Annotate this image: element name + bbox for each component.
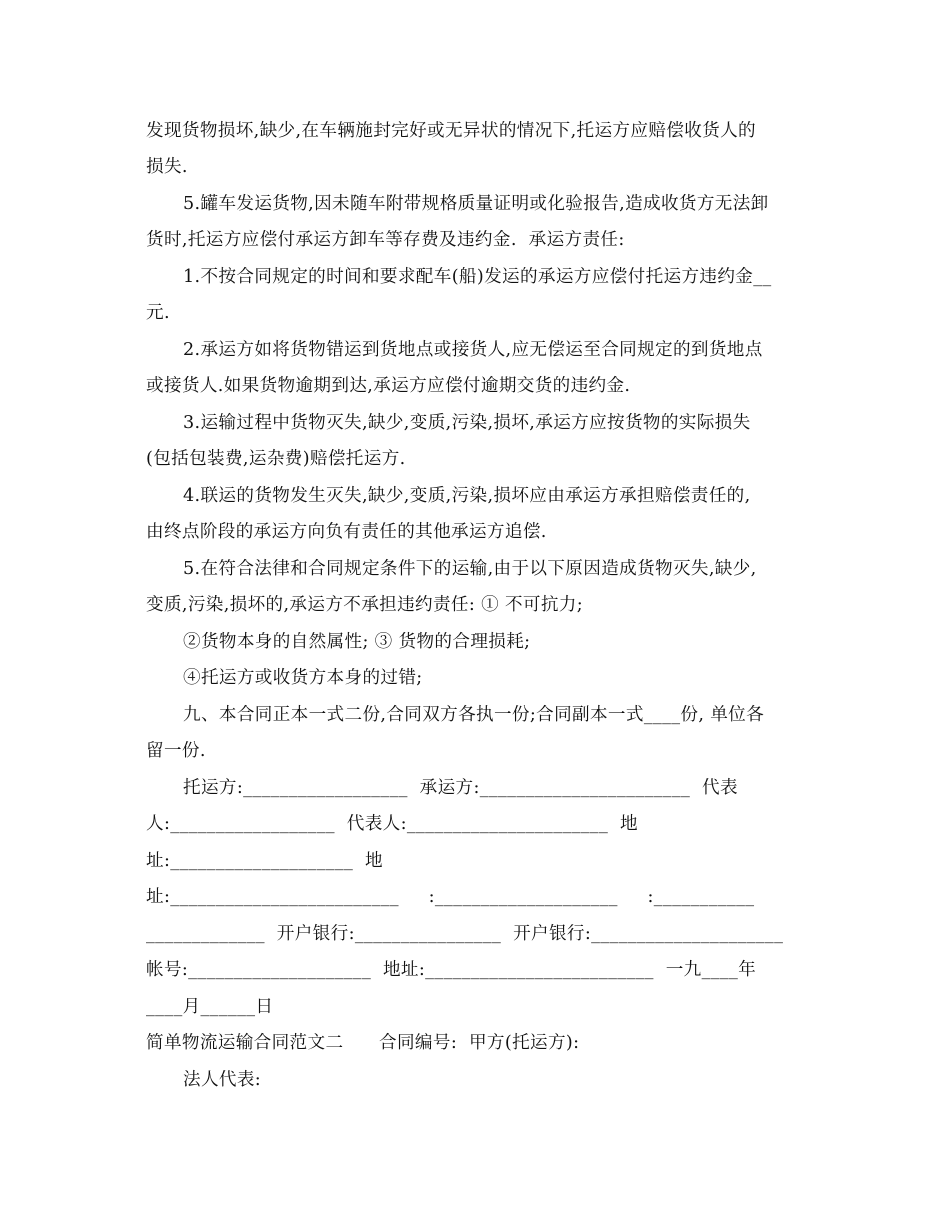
text-line: (包括包装费,运杂费)赔偿托运方. [146,449,406,469]
text-line: 人:__________________ 代表人:______________________ 地 [146,814,638,834]
text-line: 4.联运的货物发生灭失,缺少,变质,污染,损坏应由承运方承担赔偿责任的, [183,486,751,506]
text-line: 帐号:____________________ 地址:_________________________ 一九____年 [146,960,757,980]
text-line: ____月______日 [146,997,274,1017]
text-line: 址:_________________________ :____________________ :___________ [146,887,755,907]
text-line: 简单物流运输合同范文二 合同编号: 甲方(托运方): [146,1033,580,1053]
text-line: 3.运输过程中货物灭失,缺少,变质,污染,损坏,承运方应按货物的实际损失 [183,413,751,433]
text-line: 法人代表: [183,1070,262,1090]
text-line: 发现货物损坏,缺少,在车辆施封完好或无异状的情况下,托运方应赔偿收货人的 [146,121,756,141]
text-line: 损失. [146,157,188,177]
text-line: 元. [146,303,170,323]
text-line: 址:____________________ 地 [146,851,383,871]
text-line: 留一份. [146,741,206,761]
text-line: 1.不按合同规定的时间和要求配车(船)发运的承运方应偿付托运方违约金__ [183,267,772,287]
text-line: 九、本合同正本一式二份,合同双方各执一份;合同副本一式____份, 单位各 [183,705,765,725]
text-line: 由终点阶段的承运方向负有责任的其他承运方追偿. [146,522,547,542]
text-line: 5.在符合法律和合同规定条件下的运输,由于以下原因造成货物灭失,缺少, [183,559,757,579]
text-line: 2.承运方如将货物错运到货地点或接货人,应无偿运至合同规定的到货地点 [183,340,763,360]
text-line: ②货物本身的自然属性; ③ 货物的合理损耗; [183,632,531,652]
text-line: ④托运方或收货方本身的过错; [183,668,423,688]
text-line: _____________ 开户银行:________________ 开户银行:_____________________ [146,924,784,944]
text-line: 货时,托运方应偿付承运方卸车等存费及违约金. 承运方责任: [146,230,625,250]
text-line: 变质,污染,损坏的,承运方不承担违约责任: ① 不可抗力; [146,595,584,615]
text-line: 5.罐车发运货物,因未随车附带规格质量证明或化验报告,造成收货方无法卸 [183,194,769,214]
text-line: 或接货人.如果货物逾期到达,承运方应偿付逾期交货的违约金. [146,376,631,396]
text-line: 托运方:__________________ 承运方:_______________________ 代表 [183,778,738,798]
